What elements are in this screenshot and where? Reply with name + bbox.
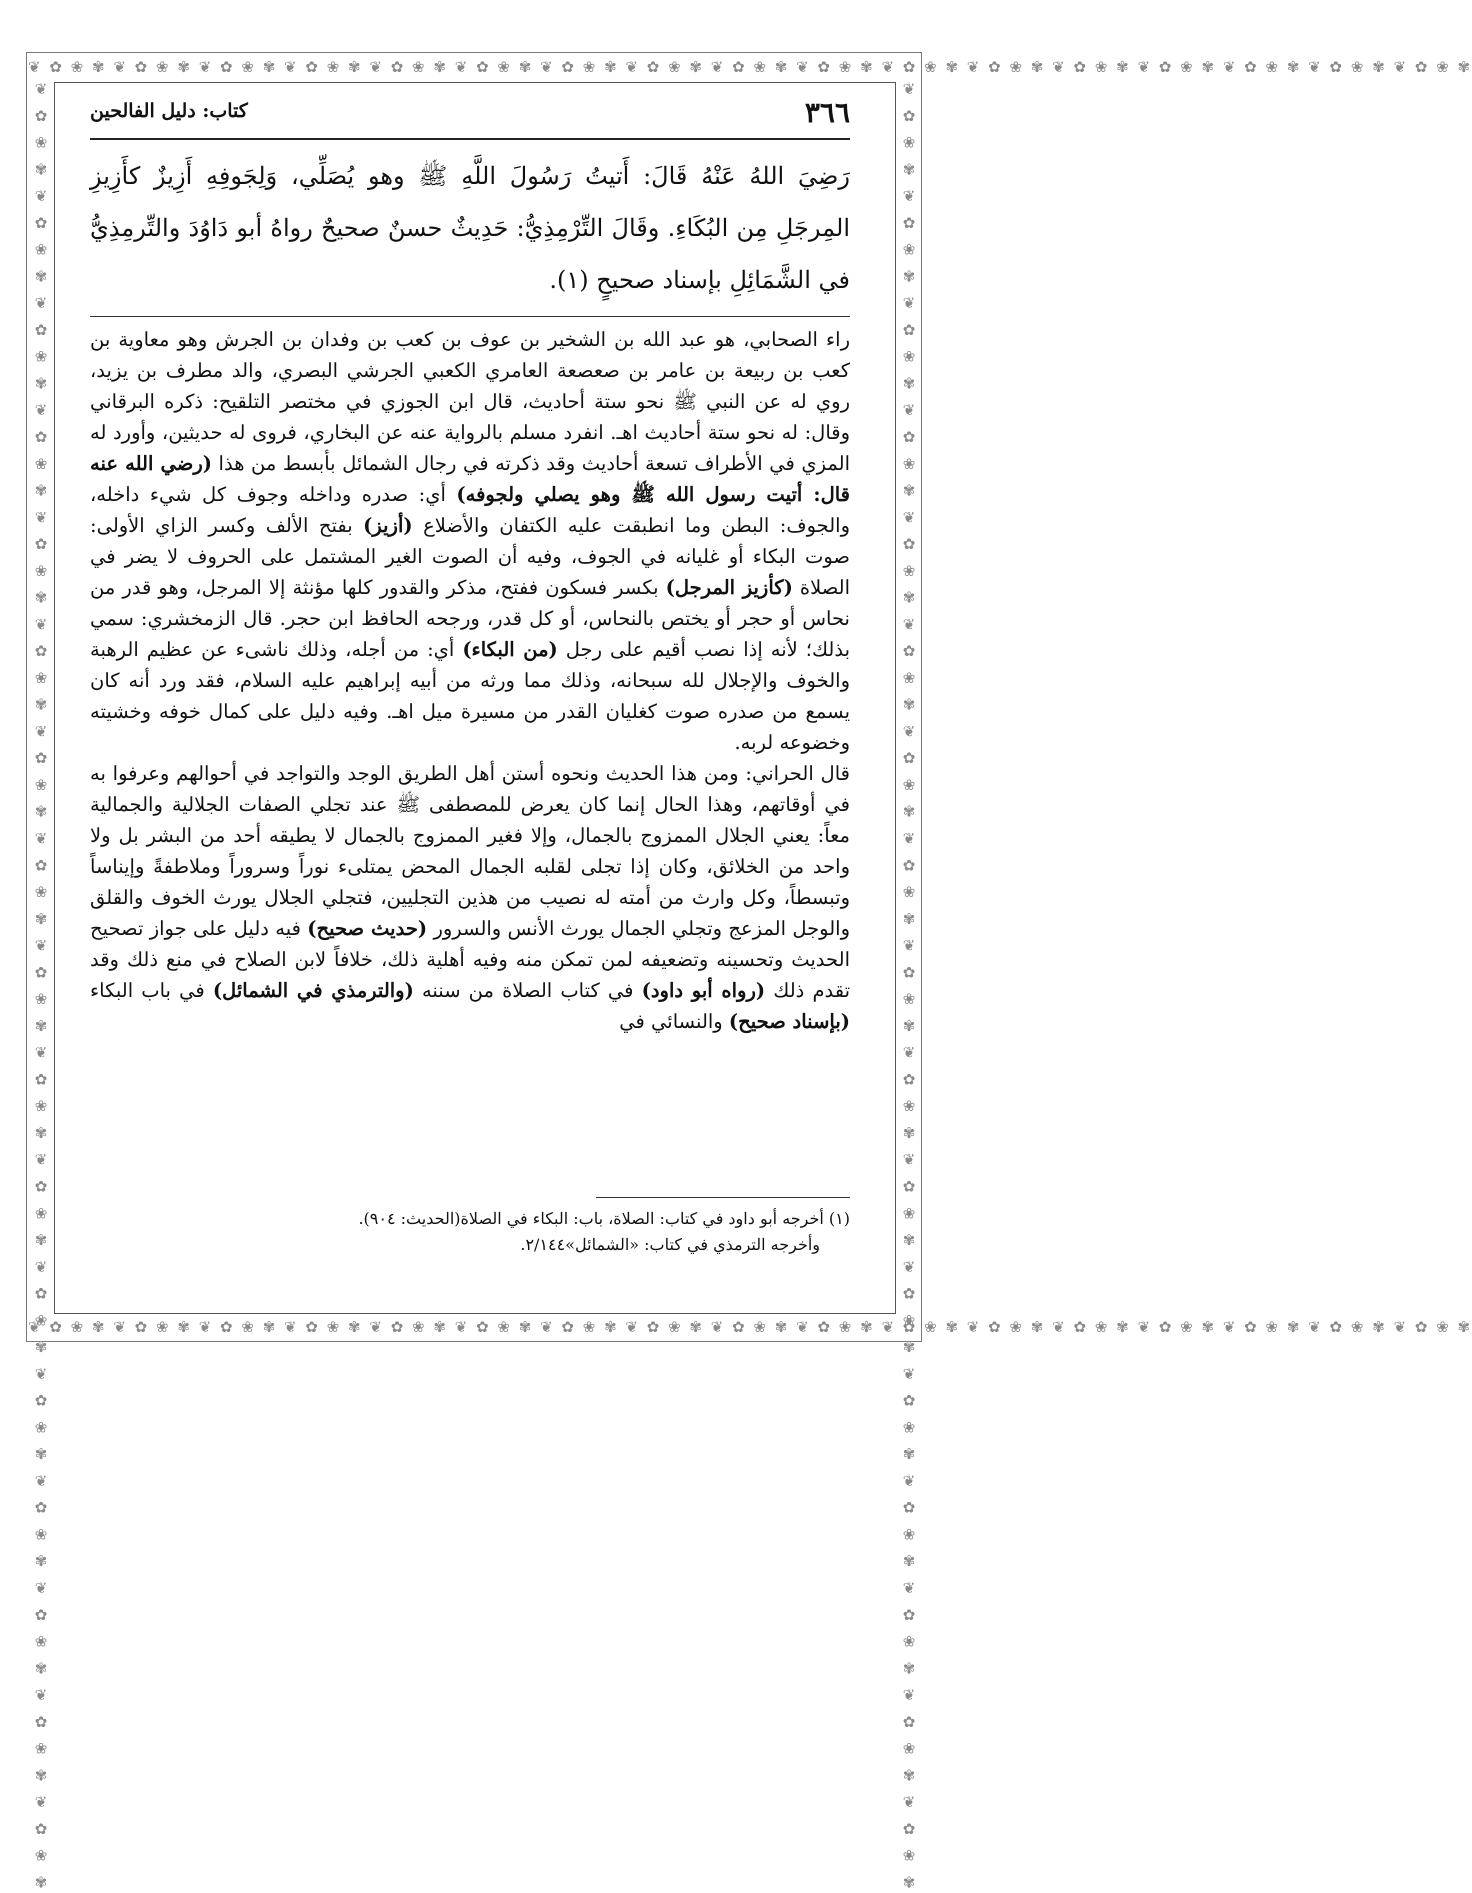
footnote-rule [596, 1197, 850, 1198]
ornament-border-top: ❦ ✿ ❀ ✾ ❦ ✿ ❀ ✾ ❦ ✿ ❀ ✾ ❦ ✿ ❀ ✾ ❦ ✿ ❀ ✾ ❦ ✿ ❀ ✾ ❦ ✿ ❀ ✾ ❦ ✿ ❀ ✾ ❦ ✿ ❀ ✾ ❦ ✿ ❀ ✾ ❦ ✿ ❀ ✾ ❦ ✿ ❀ ✾ ❦ ✿ ❀ ✾ ❦ ✿ ❀ ✾ ❦ ✿ ❀ ✾ ❦ ✿ ❀ ✾ ❦ ✿ ❀ ✾ [28, 58, 1472, 76]
header-rule [90, 138, 850, 140]
page-header [90, 96, 850, 136]
commentary-segment: والنسائي في [619, 1010, 723, 1033]
commentary-segment: أي: من أجله، وذلك ناشىء عن عظيم الرهبة والخوف والإجلال لله سبحانه، وذلك مما ورثه من أبيه إبراهيم عليه السلام، فقد ورد أنه كان يسمع من صدره صوت كغليان القدر من مسيرة ميل اهـ. وفيه دليل على كمال خوفه وخشيته وخضوعه لربه. [90, 638, 850, 754]
commentary-text [90, 324, 850, 1037]
commentary-segment: بفتح الألف وكسر الزاي الأولى: صوت البكاء أو غليانه في الجوف، وفيه أن الصوت الغير المشتمل على الحروف لا يضر في الصلاة [90, 514, 851, 599]
quoted-phrase: (أزيز) [363, 514, 413, 537]
quoted-phrase: (حديث صحيح) [307, 917, 428, 940]
ornament-border-bottom: ❦ ✿ ❀ ✾ ❦ ✿ ❀ ✾ ❦ ✿ ❀ ✾ ❦ ✿ ❀ ✾ ❦ ✿ ❀ ✾ ❦ ✿ ❀ ✾ ❦ ✿ ❀ ✾ ❦ ✿ ❀ ✾ ❦ ✿ ❀ ✾ ❦ ✿ ❀ ✾ ❦ ✿ ❀ ✾ ❦ ✿ ❀ ✾ ❦ ✿ ❀ ✾ ❦ ✿ ❀ ✾ ❦ ✿ ❀ ✾ ❦ ✿ ❀ ✾ ❦ ✿ ❀ ✾ [28, 1318, 1472, 1336]
footnote-1-continued: وأخرجه الترمذي في كتاب: «الشمائل»٢/١٤٤. [520, 1235, 820, 1254]
quoted-phrase: (رضي الله عنه قال: أتيت رسول الله ﷺ وهو يصلي ولجوفه) [90, 452, 851, 506]
quoted-phrase: (من البكاء) [462, 638, 558, 661]
quoted-phrase: (بإسناد صحيح) [728, 1010, 850, 1033]
commentary-segment: قال الحراني: ومن هذا الحديث ونحوه أستن أهل الطريق الوجد والتواجد في أحوالهم وعرفوا به في أوقاتهم، وهذا الحال إنما كان يعرض للمصطفى ﷺ عند تجلي الصفات الجلالية والجمالية معاً: يعني الجلال الممزوج بالجمال، وإلا فغير الممزوج بالجمال لا يطيقه أحد من البشر بل ولا واحد من الخلائق، وكان إذا تجلى لقلبه الجمال المحض يمتلىء نوراً وسروراً وملاطفةً وإيناساً وتبسطاً، وكل وارث من أمته له نصيب من هذين التجليين، فتجلي الجلال يورث الخوف والقلق والوجل المزعج وتجلي الجمال يورث الأنس والسرور [90, 762, 851, 940]
ornament-border-left: ❦ ✿ ❀ ✾ ❦ ✿ ❀ ✾ ❦ ✿ ❀ ✾ ❦ ✿ ❀ ✾ ❦ ✿ ❀ ✾ ❦ ✿ ❀ ✾ ❦ ✿ ❀ ✾ ❦ ✿ ❀ ✾ ❦ ✿ ❀ ✾ ❦ ✿ ❀ ✾ ❦ ✿ ❀ ✾ ❦ ✿ ❀ ✾ ❦ ✿ ❀ ✾ ❦ ✿ ❀ ✾ ❦ ✿ ❀ ✾ ❦ ✿ ❀ ✾ ❦ ✿ ❀ ✾ [32, 80, 50, 1893]
quoted-phrase: (رواه أبو داود) [641, 979, 766, 1002]
book-title: كتاب: دليل الفالحين [90, 100, 248, 122]
commentary-segment: في كتاب الصلاة من سننه [421, 979, 634, 1002]
commentary-segment: راء الصحابي، هو عبد الله بن الشخير بن عوف بن كعب بن وفدان بن الجرش وهو معاوية بن كعب بن ربيعة بن عامر بن صعصعة العامري الكعبي الجرشي البصري، والد مطرف بن يزيد، روي له عن النبي ﷺ نحو ستة أحاديث، قال ابن الجوزي في مختصر التلقيح: ذكره البرقاني وقال: له نحو ستة أحاديث اهـ. انفرد مسلم بالرواية عنه عن البخاري، فروى له حديثين، وأورد له المزي في الأطراف تسعة أحاديث وقد ذكرته في رجال الشمائل بأبسط من هذا [90, 328, 851, 475]
footnote-1: (١) أخرجه أبو داود في كتاب: الصلاة، باب: البكاء في الصلاة(الحديث: ٩٠٤). [358, 1209, 850, 1228]
commentary-segment: فيه دليل على جواز تصحيح الحديث وتحسينه وتضعيفه لمن تمكن منه وفيه أهلية ذلك، خلافاً لابن الصلاح في منع ذلك وقد تقدم ذلك [90, 917, 851, 1002]
separator-rule [90, 316, 850, 317]
page-number: ٣٦٦ [804, 96, 850, 129]
quoted-phrase: (والترمذي في الشمائل) [212, 979, 414, 1002]
footnotes [90, 1206, 850, 1258]
ornament-border-right: ❦ ✿ ❀ ✾ ❦ ✿ ❀ ✾ ❦ ✿ ❀ ✾ ❦ ✿ ❀ ✾ ❦ ✿ ❀ ✾ ❦ ✿ ❀ ✾ ❦ ✿ ❀ ✾ ❦ ✿ ❀ ✾ ❦ ✿ ❀ ✾ ❦ ✿ ❀ ✾ ❦ ✿ ❀ ✾ ❦ ✿ ❀ ✾ ❦ ✿ ❀ ✾ ❦ ✿ ❀ ✾ ❦ ✿ ❀ ✾ ❦ ✿ ❀ ✾ ❦ ✿ ❀ ✾ [900, 80, 918, 1893]
commentary-segment: بكسر فسكون ففتح، مذكر والقدور كلها مؤنثة إلا المرجل، وهو قدر من نحاس أو حجر أو يختص بالنحاس، أو كل قدر، ورجحه الحافظ ابن حجر. قال الزمخشري: سمي بذلك؛ لأنه إذا نصب أقيم على رجل [90, 576, 851, 661]
hadith-main-text: رَضِيَ اللهُ عَنْهُ قَالَ: أَتيتُ رَسُولَ اللَّهِ ﷺ وهو يُصَلِّي، وَلِجَوفِهِ أَزِيزٌ كأَزِيزِ المِرجَلِ مِن البُكَاءِ. وقَالَ التِّرْمِذِيُّ: حَدِيثٌ حسنٌ صحيحٌ رواهُ أبو دَاوُدَ والتِّرمِذِيُّ في الشَّمَائِلِ بإسناد صحيحٍ (١). [90, 162, 850, 294]
commentary-segment: أي: صدره وداخله وجوف كل شيء داخله، والجوف: البطن وما انطبقت عليه الكتفان والأضلاع [90, 483, 851, 537]
quoted-phrase: (كأزيز المرجل) [665, 576, 793, 599]
commentary-segment: في باب البكاء [90, 979, 205, 1002]
